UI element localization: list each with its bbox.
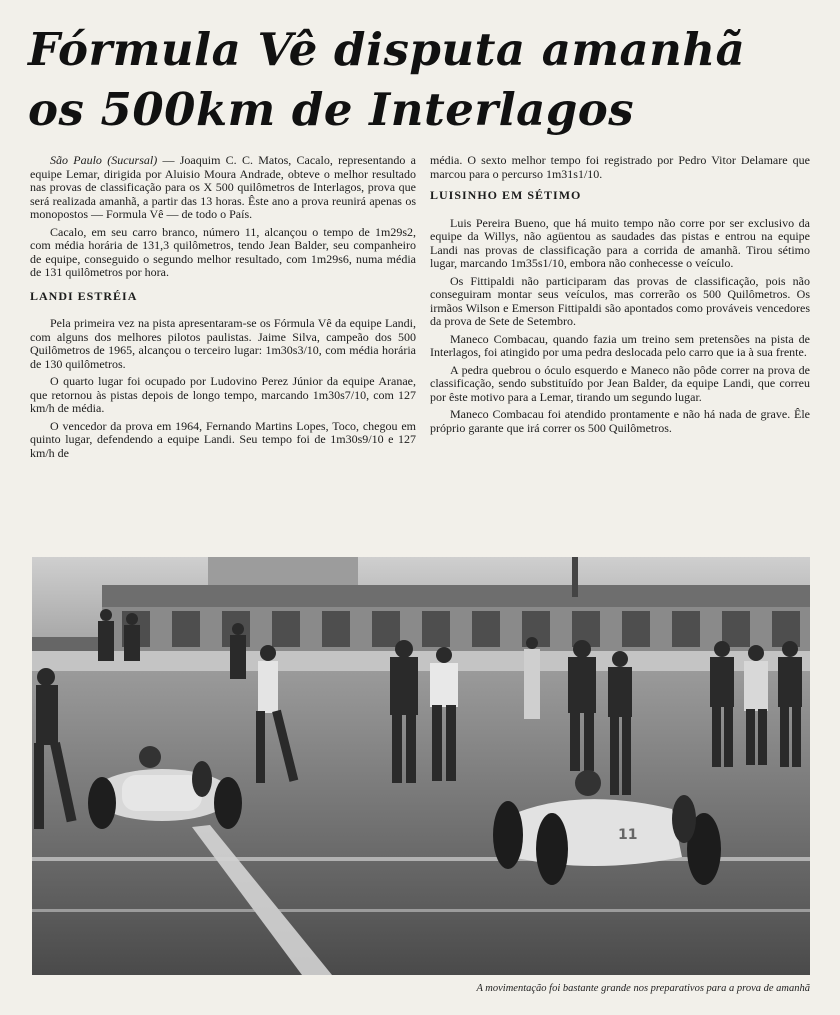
article-paragraph: média. O sexto melhor tempo foi registrado por Pedro Vitor Delamare que marcou para o percurso 1m31s1/10. [430, 153, 810, 181]
article-paragraph: Pela primeira vez na pista apresentaram-se os Fórmula Vê da equipe Landi, com alguns dos melhores pilotos paulistas. Jaime Silva, campeão dos 500 Quilômetros de 1965, alcançou o terceiro lugar: 1m30s3/10, com média horária de 130 quilômetros. [30, 316, 416, 371]
article-paragraph: A pedra quebrou o óculo esquerdo e Maneco não pôde correr na prova de classificação, sendo substituído por Jean Balder, da equipe Landi, que correu por êste motivo para a Lemar, tirando um segundo lugar. [430, 362, 810, 404]
paragraph-text: — Joaquim C. C. Matos, Cacalo, representando a equipe Lemar, dirigida por Aluisio Moura Andrade, obteve o melhor resultado nas provas de classificação para os X 500 quilômetros de Interlagos, prova que será realizada amanhã, a partir das 13 horas. Êste ano a prova reunirá apenas os monopostos — Formula Vê — de todo o País. [30, 153, 416, 221]
photo-caption: A movimentação foi bastante grande nos preparativos para a prova de amanhã [476, 983, 810, 994]
subheading: LUISINHO EM SÉTIMO [430, 188, 582, 202]
article-paragraph: Maneco Combacau, quando fazia um treino sem pretensões na pista de Interlagos, foi atingido por uma pedra deslocada pelo carro que ia à sua frente. [430, 331, 810, 359]
dateline: São Paulo (Sucursal) [50, 153, 158, 167]
headline-line-1: Fórmula Vê disputa amanhã [28, 23, 746, 76]
article-paragraph: Luis Pereira Bueno, que há muito tempo não corre por ser exclusivo da equipe da Willys, não agüentou as saudades das pistas e entrou na equipe Landi nas provas de classificação para a corrida de amanhã. Tirou sétimo lugar, marcando 1m35s1/10, embora não conhecesse o veículo. [430, 215, 810, 270]
article-column-left [30, 154, 416, 464]
article-paragraph: O quarto lugar foi ocupado por Ludovino Perez Júnior da equipe Aranae, que retornou às pistas depois de longo tempo, marcando 1m30s7/10, com 127 km/h de média. [30, 374, 416, 415]
headline [28, 20, 818, 140]
article-paragraph [30, 154, 416, 222]
subheading: LANDI ESTRÉIA [30, 288, 138, 303]
race-photo [32, 557, 810, 975]
article-paragraph: O vencedor da prova em 1964, Fernando Martins Lopes, Toco, chegou em quinto lugar, defendendo a equipe Landi. Seu tempo foi de 1m30s9/10 e 127 km/h de [30, 418, 416, 460]
car-number: 11 [618, 827, 638, 843]
article-paragraph: Cacalo, em seu carro branco, número 11, alcançou o tempo de 1m29s2, com média horária de 131,3 quilômetros, tendo Jean Balder, seu companheiro de equipe, conseguido o segundo melhor resultado, com 1m29s6, numa média de 131 quilômetros por hora. [30, 224, 416, 279]
race-photo-illustration [32, 557, 810, 975]
headline-line-2: os 500km de Interlagos [28, 83, 635, 136]
article-paragraph: Os Fittipaldi não participaram das provas de classificação, pois não conseguiram montar seus veículos, mas correrão os 500 Quilômetros. Os irmãos Wilson e Emerson Fittipaldi são apontados como prováveis vencedores da prova de Sete de Setembro. [430, 273, 810, 328]
article-column-right [430, 154, 810, 439]
article-paragraph: Maneco Combacau foi atendido prontamente e não há nada de grave. Êle próprio garante que irá correr os 500 Quilômetros. [430, 407, 810, 435]
